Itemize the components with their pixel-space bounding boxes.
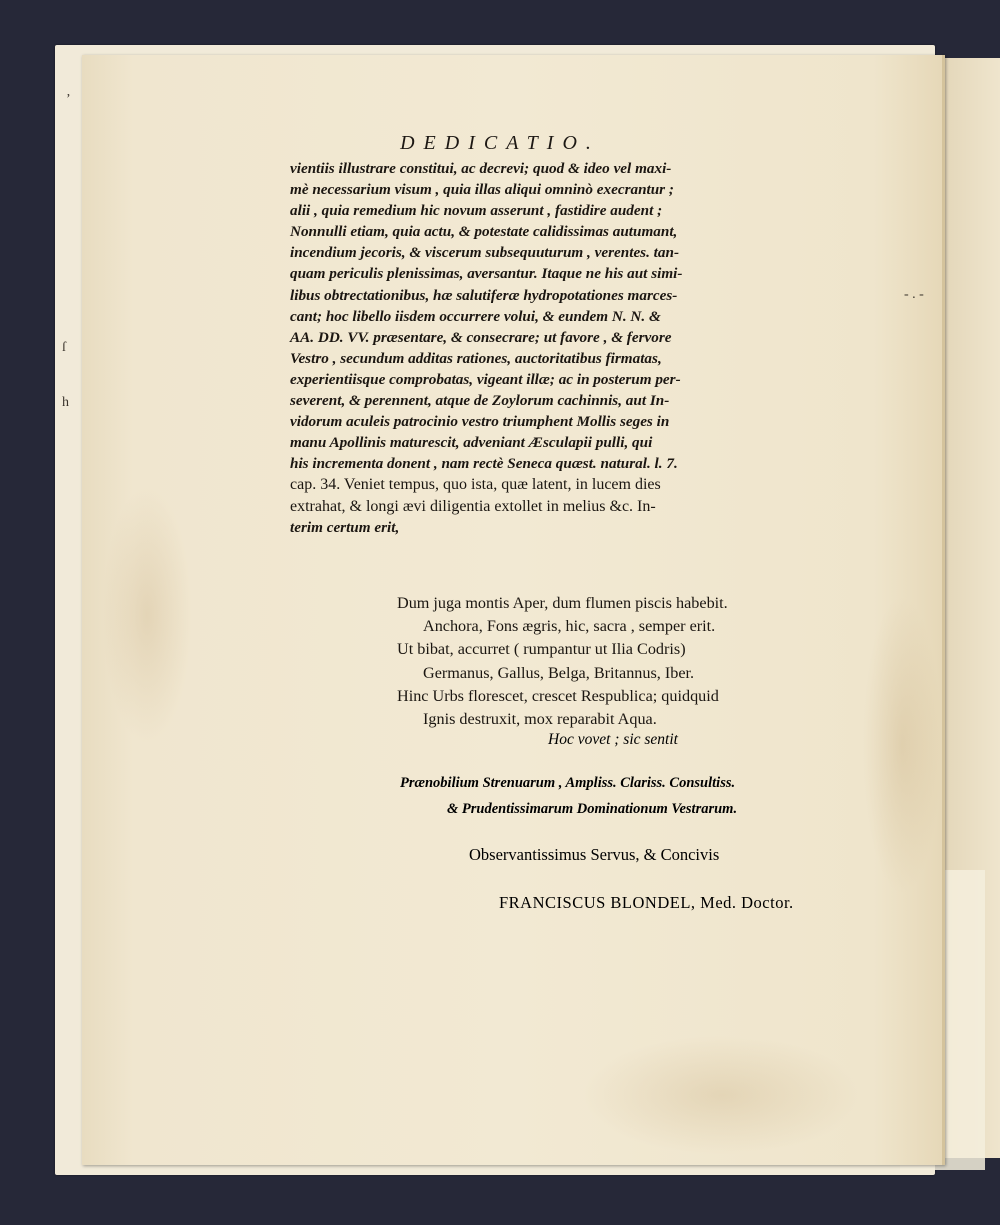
paragraph-line: alii , quia remedium hic novum asserunt , fastidire audent ; (290, 202, 663, 220)
paragraph-line: cant; hoc libello iisdem occurrere volui, & eundem N. N. & (290, 307, 661, 325)
paragraph-line: quam periculis plenissimas, aversantur. Itaque ne his aut simi- (290, 265, 683, 283)
paragraph-line: libus obtrectationibus, hæ salutiferæ hydropotationes marces- (290, 286, 678, 304)
paragraph-line: AA. DD. VV. præsentare, & consecrare; ut favore , & fervore (290, 328, 672, 346)
salutation-line: & Prudentissimarum Dominationum Vestrarum. (447, 801, 738, 817)
margin-mark: ſ (62, 340, 66, 355)
paragraph-line: vientiis illustrare constitui, ac decrevi; quod & ideo vel maxi- (290, 160, 672, 177)
paper-stain (862, 595, 942, 895)
verse-line: Dum juga montis Aper, dum flumen piscis habebit. (397, 594, 728, 612)
paragraph-line: cap. 34. Veniet tempus, quo ista, quæ latent, in lucem dies (290, 476, 661, 494)
paragraph-line: Vestro , secundum additas rationes, auctoritatibus firmatas, (290, 349, 662, 367)
closing-line: Hoc vovet ; sic sentit (548, 731, 678, 748)
salutation-line: Prænobilium Strenuarum , Ampliss. Clariss. Consultiss. (400, 775, 736, 791)
paragraph-line: incendium jecoris, & viscerum subsequuturum , verentes. tan- (290, 244, 680, 262)
page-header: DEDICATIO. (400, 132, 600, 154)
paragraph-line: vidorum aculeis patrocinio vestro triumphent Mollis seges in (290, 413, 670, 431)
margin-mark: ’ (66, 92, 71, 107)
paper-stain (102, 485, 192, 745)
paragraph-line: experientiisque comprobatas, vigeant illæ; ac in posterum per- (290, 370, 681, 388)
servant-line: Observantissimus Servus, & Concivis (469, 845, 720, 864)
verse-line: Germanus, Gallus, Belga, Britannus, Iber. (423, 663, 695, 682)
paragraph-line: Nonnulli etiam, quia actu, & potestate calidissimas autumant, (290, 223, 678, 241)
paragraph-line: mè necessarium visum , quia illas aliqui omninò execrantur ; (290, 181, 674, 199)
verse-line: Ignis destruxit, mox reparabit Aqua. (423, 710, 657, 729)
paragraph-line: his incrementa donent , nam rectè Seneca quæst. natural. l. 7. (290, 455, 678, 473)
paper-stain (582, 1035, 862, 1155)
paragraph-line: terim certum erit, (290, 518, 400, 536)
author-signature: FRANCISCUS BLONDEL, Med. Doctor. (499, 893, 794, 912)
verse-line: Hinc Urbs florescet, crescet Respublica; quidquid (397, 686, 719, 705)
dedication-paragraph (290, 158, 880, 538)
paragraph-line: manu Apollinis maturescit, adveniant Æsculapii pulli, qui (290, 434, 653, 452)
margin-mark: - . - (904, 287, 924, 302)
verse-block (397, 592, 728, 731)
paragraph-line: extrahat, & longi ævi diligentia extollet in melius &c. In- (290, 497, 656, 515)
margin-mark: h (62, 395, 69, 410)
verse-line: Ut bibat, accurret ( rumpantur ut Ilia Codris) (397, 640, 686, 659)
paragraph-line: severent, & perennent, atque de Zoylorum cachinnis, aut In- (290, 392, 670, 410)
verse-line: Anchora, Fons ægris, hic, sacra , semper erit. (423, 617, 716, 636)
